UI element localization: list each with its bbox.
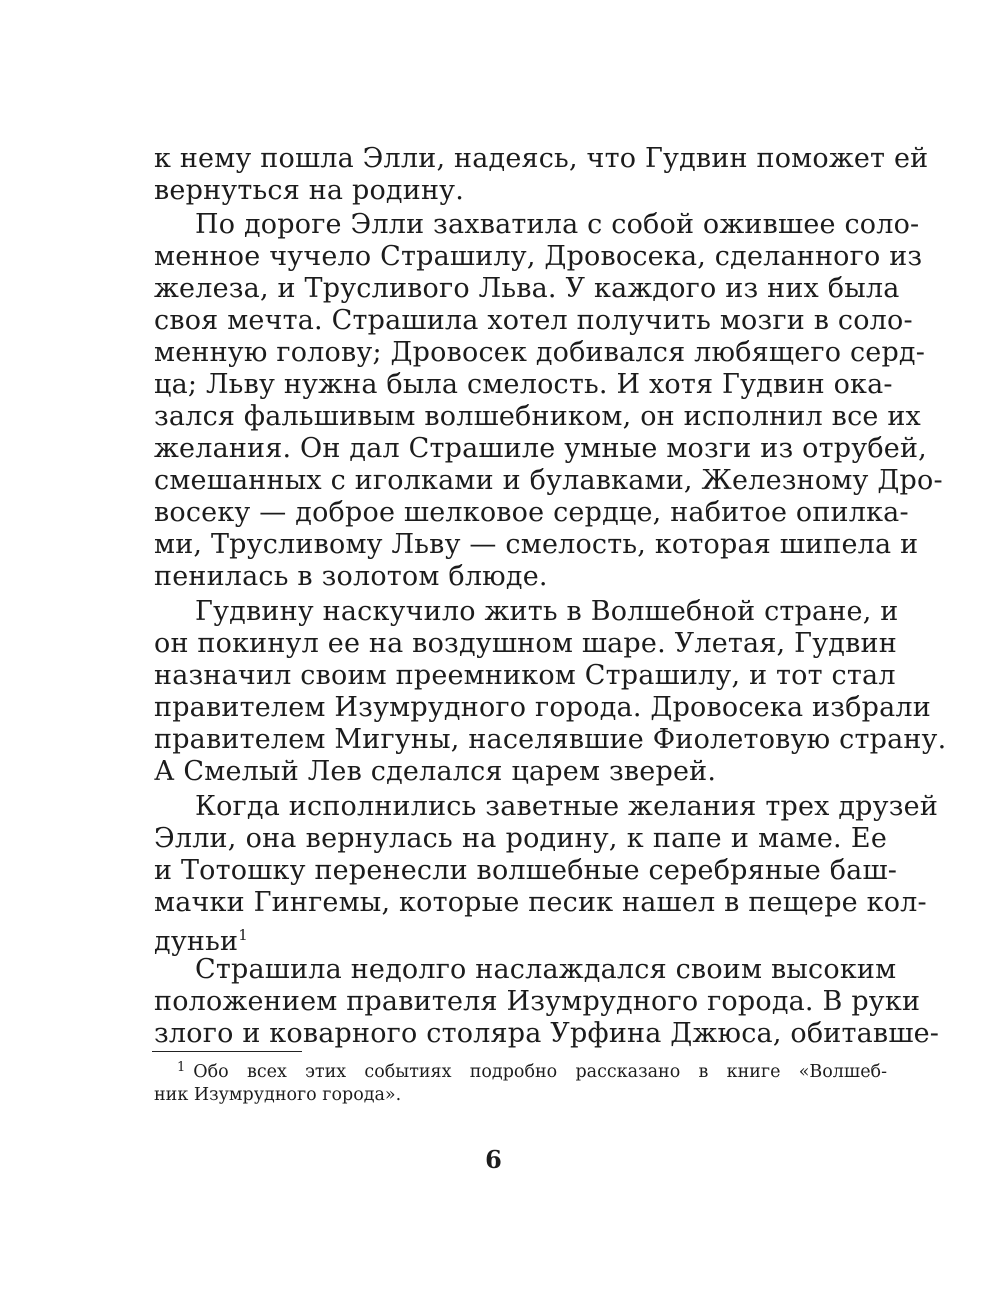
footnote-text: Обо всех этих событиях подробно рассказано в книге «Волшеб- [193, 1062, 887, 1082]
footnote-line: ник Изумрудного города». [154, 1085, 402, 1105]
text-line: положением правителя Изумрудного города. В руки [154, 986, 921, 1017]
text-line: Когда исполнились заветные желания трех друзей [195, 791, 939, 822]
text-line: и Тотошку перенесли волшебные серебряные баш- [154, 855, 898, 886]
text-line: Элли, она вернулась на родину, к папе и маме. Ее [154, 823, 887, 854]
text-line-content: дуньи [154, 926, 239, 957]
text-line: правителем Изумрудного города. Дровосека избрали [154, 692, 931, 723]
text-line: он покинул ее на воздушном шаре. Улетая, Гудвин [154, 628, 897, 659]
footnote-reference[interactable]: 1 [238, 926, 248, 944]
text-line: восеку — доброе шелковое сердце, набитое опилка- [154, 497, 909, 528]
text-line: назначил своим преемником Страшилу, и тот стал [154, 660, 896, 691]
text-line: желания. Он дал Страшиле умные мозги из отрубей, [154, 433, 927, 464]
text-line: вернуться на родину. [154, 175, 465, 206]
text-line: правителем Мигуны, населявшие Фиолетовую страну. [154, 724, 947, 755]
footnote-line [177, 1054, 887, 1081]
footnote-separator [152, 1051, 302, 1052]
text-line: зался фальшивым волшебником, он исполнил все их [154, 401, 921, 432]
text-line: к нему пошла Элли, надеясь, что Гудвин поможет ей [154, 143, 929, 174]
text-line: А Смелый Лев сделался царем зверей. [154, 756, 717, 787]
text-line: Страшила недолго наслаждался своим высоким [195, 954, 897, 985]
text-line: По дороге Элли захватила с собой ожившее соло- [195, 209, 920, 240]
footnote-marker: 1 [177, 1060, 186, 1075]
text-line: ми, Трусливому Льву — смелость, которая шипела и [154, 529, 919, 560]
text-line: ца; Льву нужна была смелость. И хотя Гудвин ока- [154, 369, 893, 400]
text-line: злого и коварного столяра Урфина Джюса, обитавше- [154, 1018, 940, 1049]
text-line: менное чучело Страшилу, Дровосека, сделанного из [154, 241, 923, 272]
text-line: пенилась в золотом блюде. [154, 561, 548, 592]
text-line: менную голову; Дровосек добивался любящего серд- [154, 337, 926, 368]
page-number: 6 [485, 1145, 502, 1174]
text-line: своя мечта. Страшила хотел получить мозги в соло- [154, 305, 913, 336]
text-line: смешанных с иголками и булавками, Железному Дро- [154, 465, 943, 496]
text-line: железа, и Трусливого Льва. У каждого из них была [154, 273, 900, 304]
text-line: Гудвину наскучило жить в Волшебной стране, и [195, 596, 899, 627]
text-line: мачки Гингемы, которые песик нашел в пещере кол- [154, 887, 927, 918]
